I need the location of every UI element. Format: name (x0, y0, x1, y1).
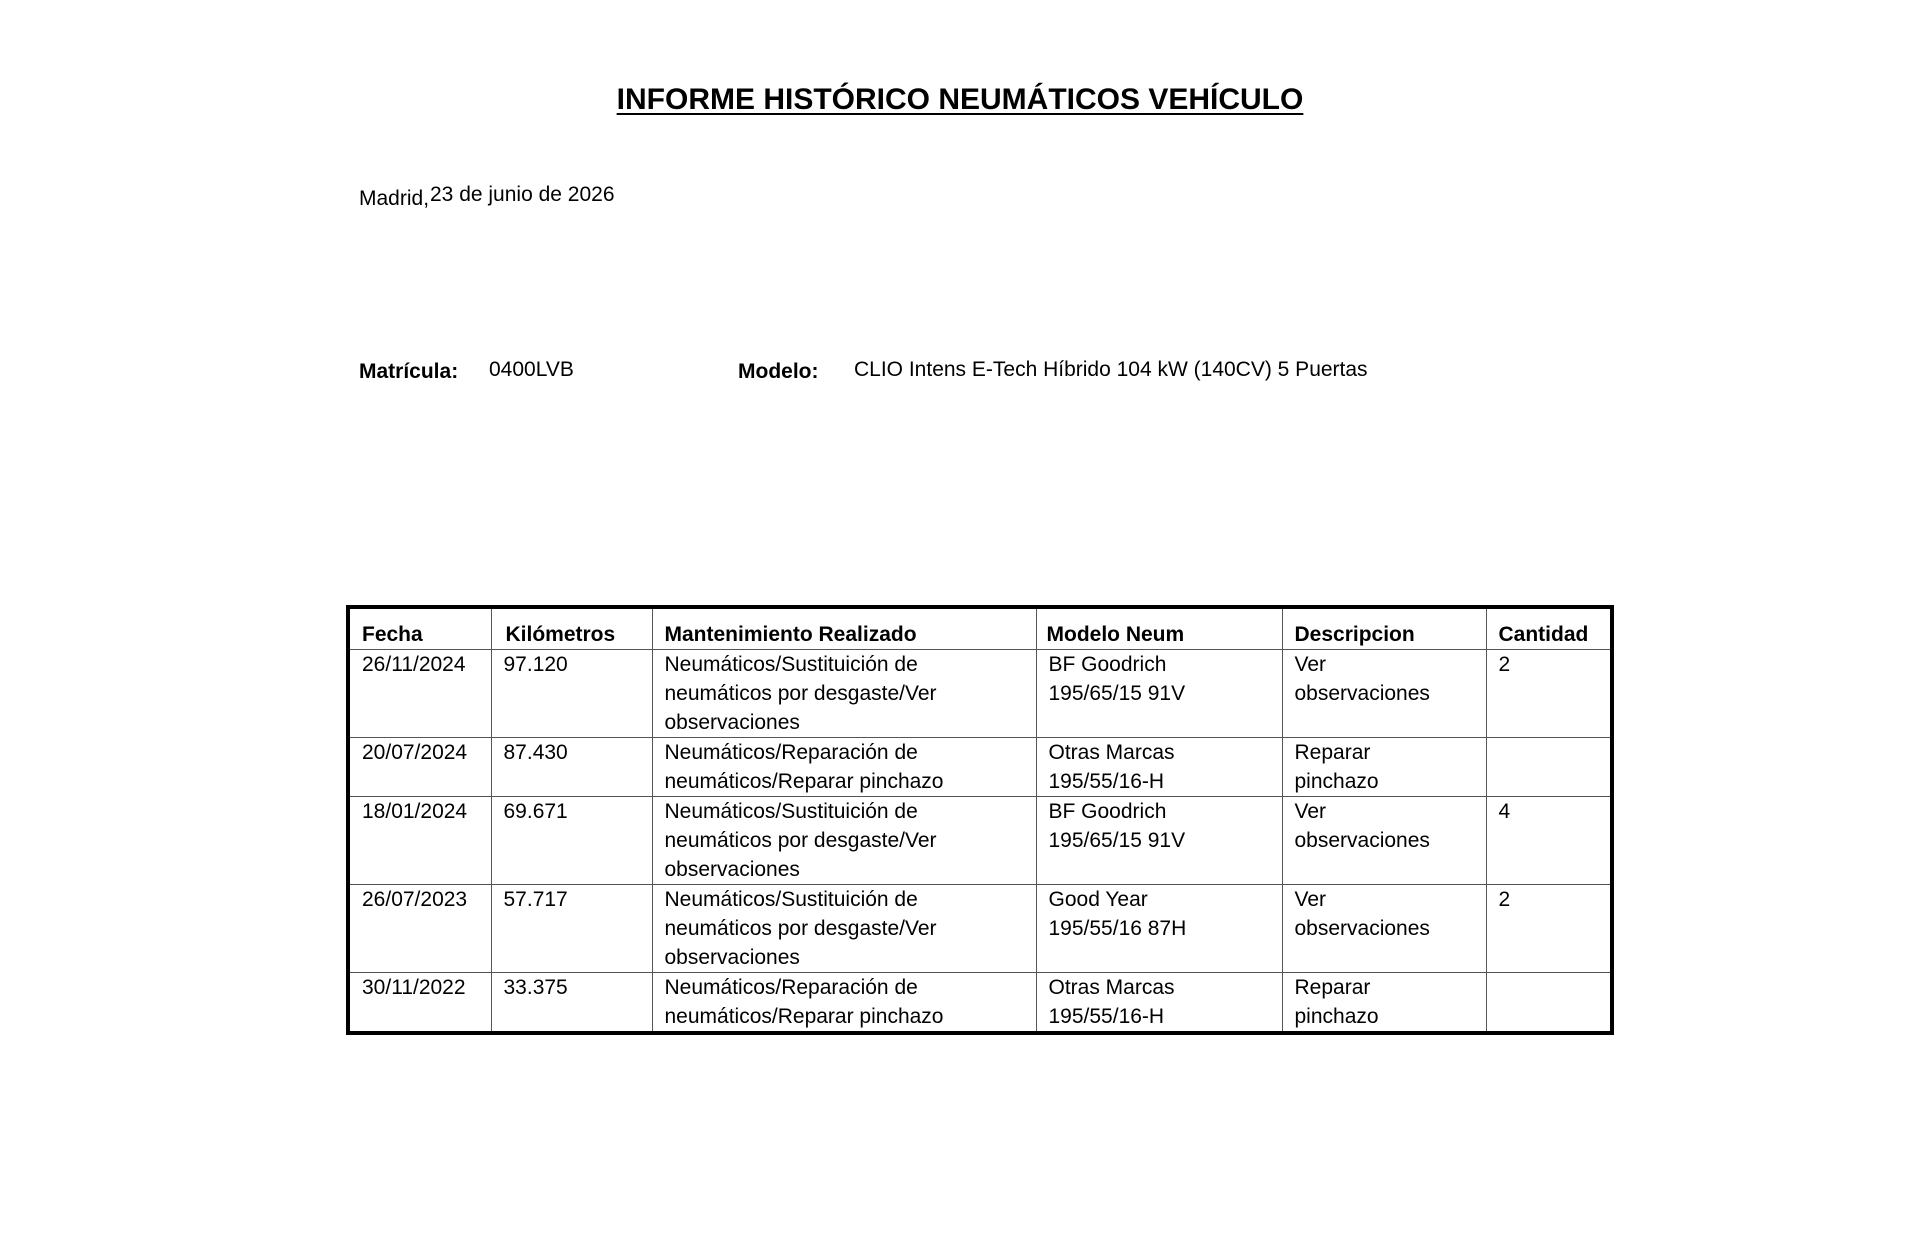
cell-kilometros: 97.120 (491, 650, 652, 738)
cell-fecha: 30/11/2022 (348, 973, 491, 1034)
cell-kilometros: 87.430 (491, 738, 652, 797)
cell-mantenimiento (652, 973, 1036, 1034)
cell-mantenimiento-line: observaciones (664, 858, 800, 881)
cell-kilometros: 57.717 (491, 885, 652, 973)
cell-modelo-neum-line: 195/55/16-H (1048, 1005, 1165, 1028)
cell-cantidad: 4 (1486, 797, 1612, 885)
cell-modelo-neum-line: Otras Marcas (1048, 976, 1175, 999)
cell-mantenimiento-line: neumáticos/Reparar pinchazo (664, 770, 944, 793)
cell-descripcion-line: observaciones (1294, 829, 1430, 852)
cell-mantenimiento (652, 650, 1036, 738)
report-date: 23 de junio de 2026 (430, 183, 615, 206)
cell-kilometros: 69.671 (491, 797, 652, 885)
cell-modelo-neum (1036, 973, 1282, 1034)
cell-cantidad (1486, 738, 1612, 797)
cell-mantenimiento-line: Neumáticos/Sustituición de (664, 800, 918, 823)
table-row (348, 973, 1612, 1034)
cell-descripcion-line: observaciones (1294, 682, 1430, 705)
cell-mantenimiento-line: neumáticos/Reparar pinchazo (664, 1005, 944, 1028)
cell-mantenimiento-line: neumáticos por desgaste/Ver (664, 917, 937, 940)
cell-mantenimiento (652, 738, 1036, 797)
cell-descripcion-line: Ver (1294, 800, 1327, 823)
cell-descripcion (1282, 650, 1486, 738)
cell-mantenimiento-line: neumáticos por desgaste/Ver (664, 682, 937, 705)
model-value: CLIO Intens E-Tech Híbrido 104 kW (140CV) 5 Puertas (854, 358, 1368, 381)
cell-modelo-neum-line: BF Goodrich (1048, 800, 1167, 823)
model-label: Modelo: (738, 360, 819, 383)
cell-descripcion (1282, 797, 1486, 885)
cell-mantenimiento-line: Neumáticos/Reparación de (664, 976, 918, 999)
cell-mantenimiento (652, 797, 1036, 885)
cell-modelo-neum-line: 195/65/15 91V (1048, 829, 1186, 852)
header-descripcion: Descripcion (1282, 607, 1486, 650)
header-mantenimiento: Mantenimiento Realizado (652, 607, 1036, 650)
plate-value: 0400LVB (489, 358, 574, 381)
cell-mantenimiento-line: Neumáticos/Reparación de (664, 741, 918, 764)
table-header-row (348, 607, 1612, 650)
report-title (0, 80, 1920, 120)
cell-modelo-neum (1036, 650, 1282, 738)
cell-mantenimiento-line: observaciones (664, 946, 800, 969)
table-body (348, 650, 1612, 1034)
header-fecha: Fecha (348, 607, 491, 650)
cell-descripcion-line: Reparar (1294, 741, 1371, 764)
table-row (348, 650, 1612, 738)
header-cantidad: Cantidad (1486, 607, 1612, 650)
header-modelo-neum: Modelo Neum (1036, 607, 1282, 650)
cell-mantenimiento-line: neumáticos por desgaste/Ver (664, 829, 937, 852)
cell-descripcion (1282, 738, 1486, 797)
cell-modelo-neum-line: 195/55/16-H (1048, 770, 1165, 793)
cell-descripcion-line: Ver (1294, 888, 1327, 911)
table-row (348, 885, 1612, 973)
cell-modelo-neum-line: 195/55/16 87H (1048, 917, 1187, 940)
cell-modelo-neum (1036, 738, 1282, 797)
report-title-text: INFORME HISTÓRICO NEUMÁTICOS VEHÍCULO (616, 83, 1304, 116)
cell-mantenimiento (652, 885, 1036, 973)
cell-cantidad: 2 (1486, 885, 1612, 973)
table-row (348, 797, 1612, 885)
cell-fecha: 26/07/2023 (348, 885, 491, 973)
cell-fecha: 20/07/2024 (348, 738, 491, 797)
cell-fecha: 26/11/2024 (348, 650, 491, 738)
table-row (348, 738, 1612, 797)
cell-descripcion (1282, 885, 1486, 973)
cell-fecha: 18/01/2024 (348, 797, 491, 885)
cell-mantenimiento-line: Neumáticos/Sustituición de (664, 888, 918, 911)
cell-mantenimiento-line: observaciones (664, 711, 800, 734)
cell-descripcion-line: Reparar (1294, 976, 1371, 999)
plate-label: Matrícula: (359, 360, 459, 383)
cell-modelo-neum-line: Good Year (1048, 888, 1148, 911)
tire-history-table (346, 605, 1614, 1035)
cell-descripcion-line: Ver (1294, 653, 1327, 676)
cell-descripcion-line: pinchazo (1294, 1005, 1379, 1028)
cell-modelo-neum (1036, 885, 1282, 973)
cell-kilometros: 33.375 (491, 973, 652, 1034)
cell-cantidad: 2 (1486, 650, 1612, 738)
cell-modelo-neum-line: Otras Marcas (1048, 741, 1175, 764)
cell-descripcion (1282, 973, 1486, 1034)
cell-descripcion-line: pinchazo (1294, 770, 1379, 793)
cell-cantidad (1486, 973, 1612, 1034)
cell-modelo-neum (1036, 797, 1282, 885)
cell-modelo-neum-line: 195/65/15 91V (1048, 682, 1186, 705)
cell-descripcion-line: observaciones (1294, 917, 1430, 940)
header-kilometros: Kilómetros (491, 607, 652, 650)
cell-modelo-neum-line: BF Goodrich (1048, 653, 1167, 676)
report-place: Madrid, (359, 187, 430, 210)
cell-mantenimiento-line: Neumáticos/Sustituición de (664, 653, 918, 676)
